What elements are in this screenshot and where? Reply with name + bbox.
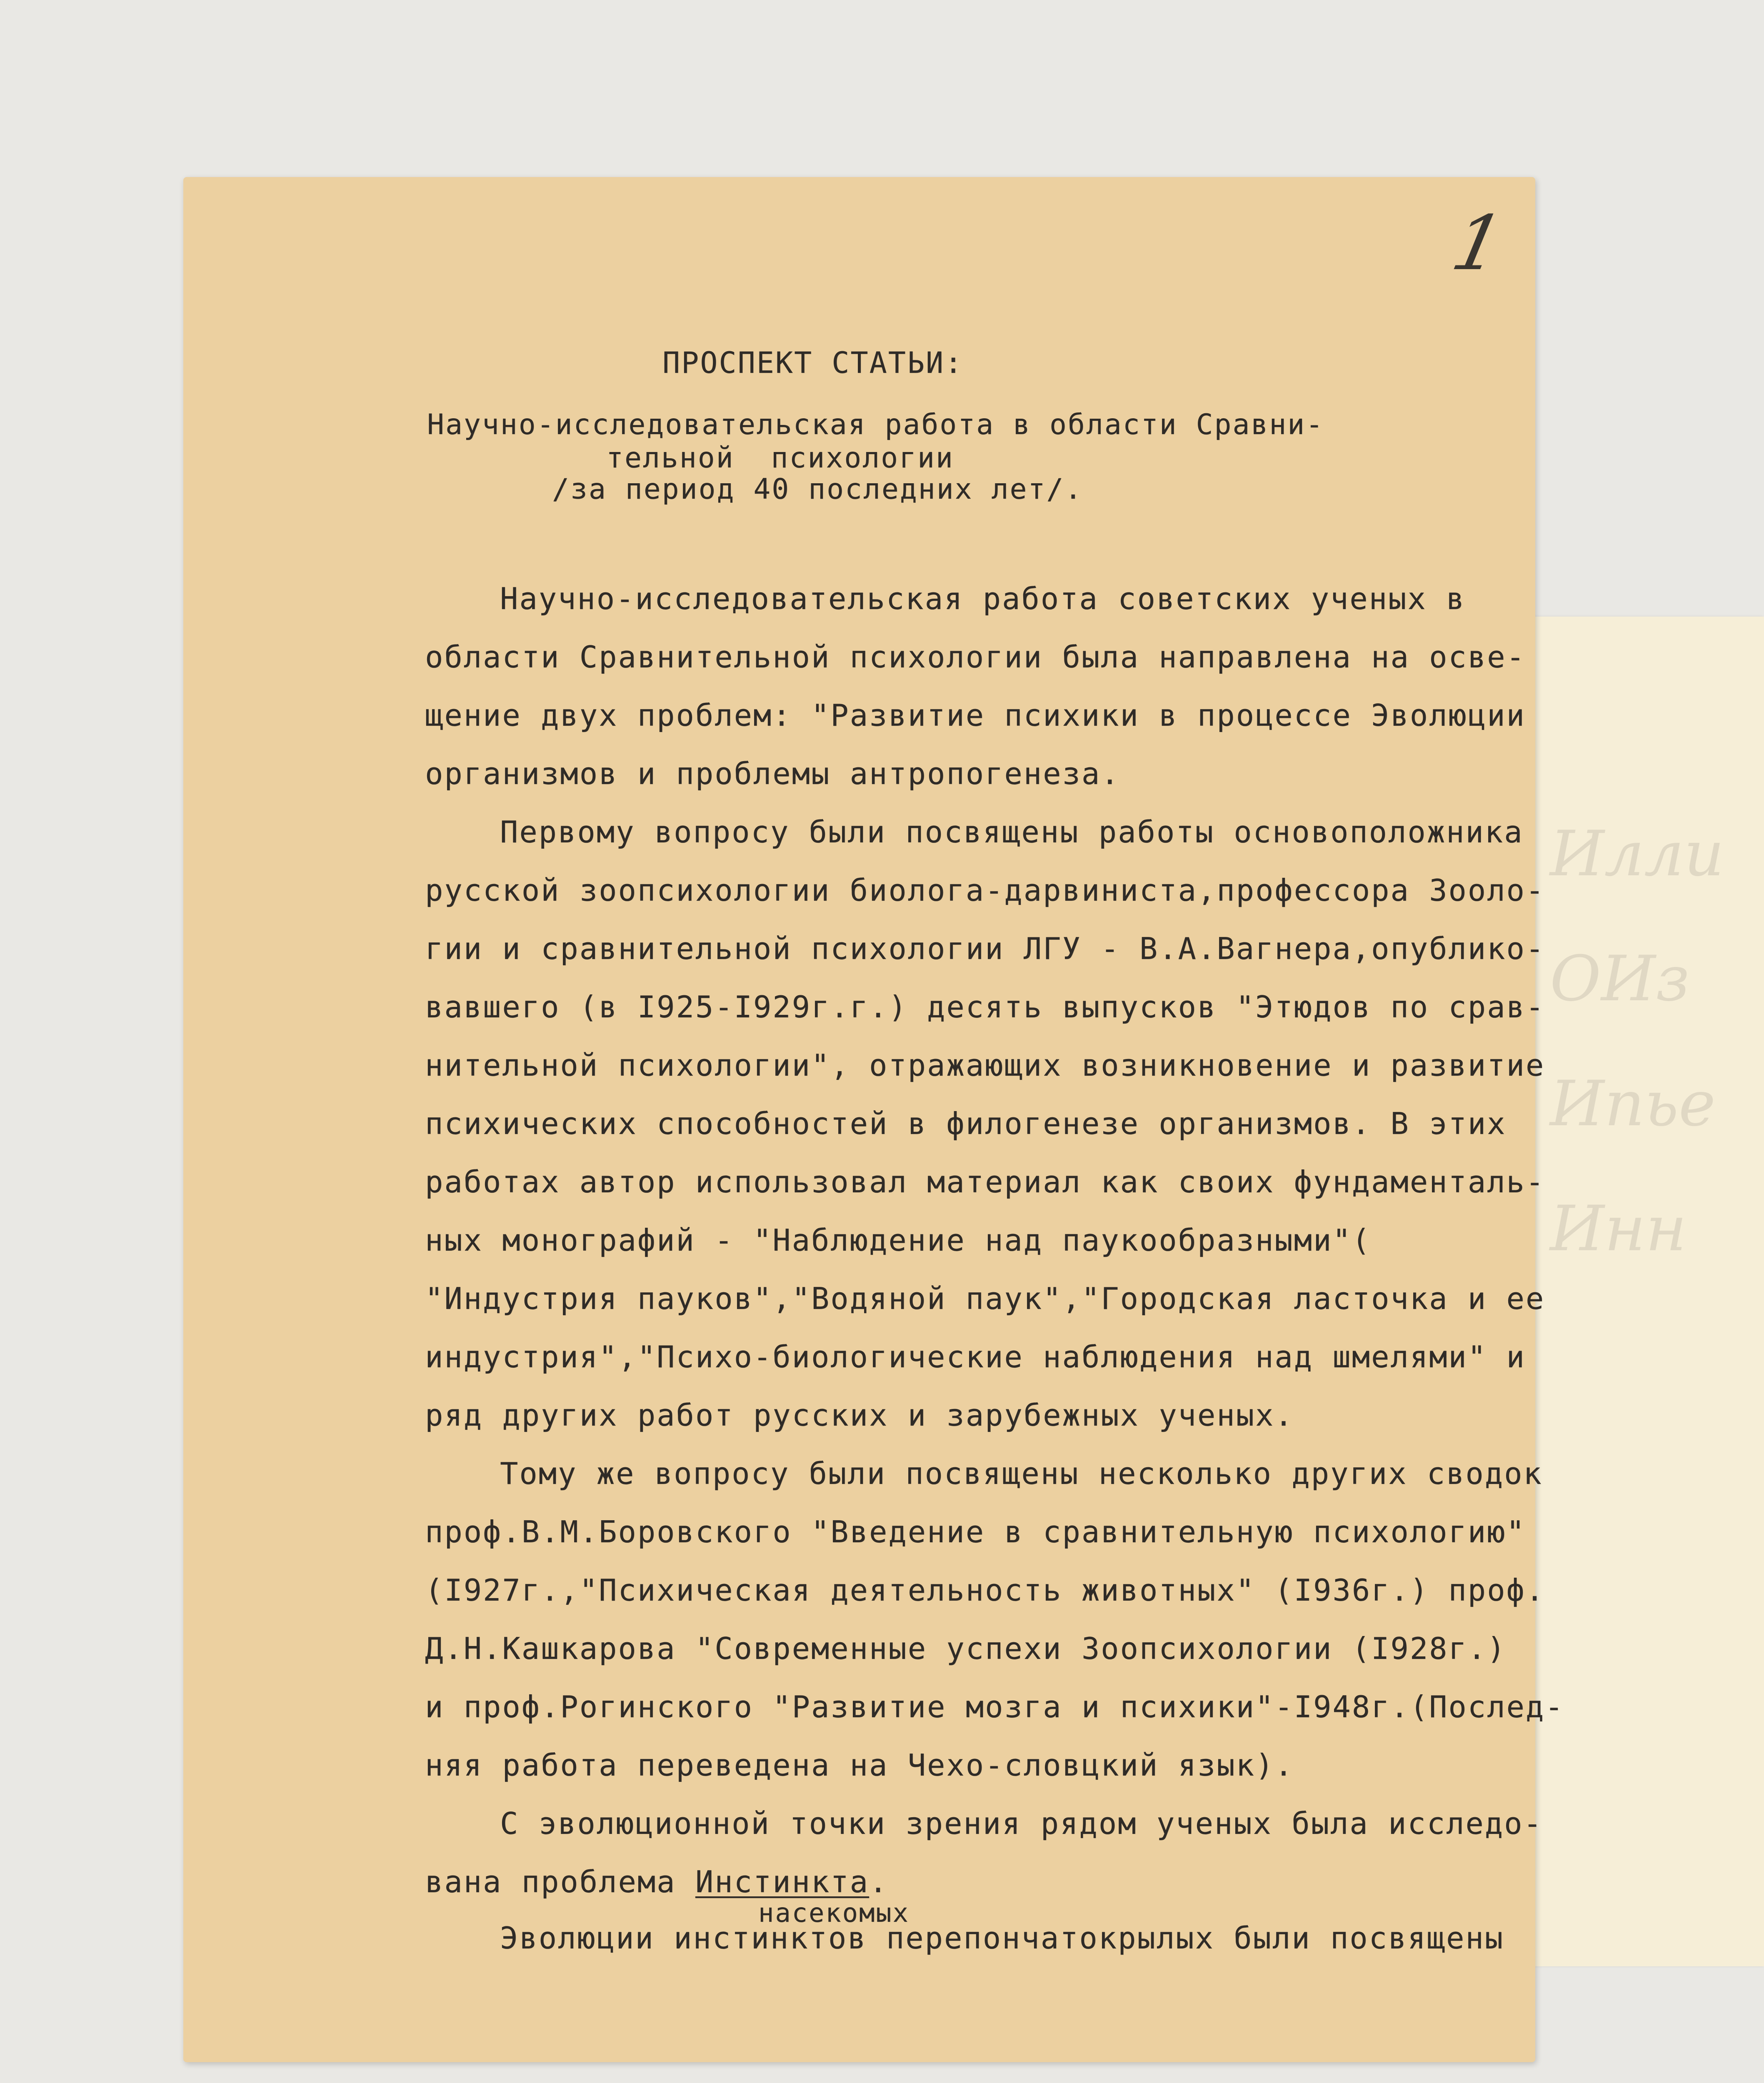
inserted-word: насекомых [758,1898,909,1928]
underlined-term: Инстинкта [695,1864,870,1899]
body-line-11: работах автор использовал материал как своих фундаменталь- [425,1164,1545,1199]
body-line-4: организмов и проблемы антропогенеза. [425,756,1120,791]
body-line-17: проф.В.М.Боровского "Введение в сравнительную психологию" [425,1514,1526,1549]
body-line-16: Тому же вопросу были посвящены несколько других сводок [500,1456,1543,1491]
body-line-19: Д.Н.Кашкарова "Современные успехи Зоопсихологии (I928г.) [425,1631,1507,1666]
body-line-15: ряд других работ русских и зарубежных ученых. [425,1398,1294,1433]
body-line-23-end: . [869,1864,889,1899]
body-line-6: русской зоопсихологии биолога-дарвиниста,профессора Зооло- [425,873,1545,908]
body-line-5: Первому вопросу были посвящены работы основоположника [500,814,1524,849]
body-line-8: вавшего (в I925-I929г.г.) десять выпусков "Этюдов по срав- [425,989,1545,1024]
subtitle-line-1: Научно-исследовательская работа в области Сравни- [427,408,1324,441]
body-line-12: ных монографий - "Наблюдение над паукообразными"( [425,1223,1372,1258]
body-line-20: и проф.Рогинского "Развитие мозга и психики"-I948г.(Послед- [425,1689,1564,1724]
body-line-7: гии и сравнительной психологии ЛГУ - В.А.Вагнера,опублико- [425,931,1545,966]
page-number: 1 [1444,200,1511,287]
body-line-13: "Индустрия пауков","Водяной паук","Городская ласточка и ее [425,1281,1545,1316]
body-line-21: няя работа переведена на Чехо-словцкий язык). [425,1748,1294,1783]
document-title: ПРОСПЕКТ СТАТЬИ: [662,346,964,380]
body-line-2: области Сравнительной психологии была направлена на осве- [425,639,1526,674]
body-line-23-text: вана проблема [425,1864,695,1899]
body-line-14: индустрия","Психо-биологические наблюдения над шмелями" и [425,1339,1526,1374]
body-line-1: Научно-исследовательская работа советских ученых в [500,581,1466,616]
subtitle-line-2: тельной психологии [606,442,954,475]
body-line-22: С эволюционной точки зрения рядом ученых была исследо- [500,1806,1543,1841]
body-line-9: нительной психологии", отражающих возникновение и развитие [425,1048,1545,1083]
body-line-23 [425,1864,888,1899]
body-line-10: психических способностей в филогенезе организмов. В этих [425,1106,1507,1141]
underlying-sheet-faint-text: Илли ОИз Ипье Инн [1550,818,1724,1265]
body-line-3: щение двух проблем: "Развитие психики в процессе Эволюции [425,698,1526,733]
body-line-18: (I927г.,"Психическая деятельность животных" (I936г.) проф. [425,1573,1545,1608]
body-line-24: Эволюции инстинктов перепончатокрылых были посвящены [500,1921,1504,1956]
subtitle-line-3: /за период 40 последних лет/. [552,473,1083,506]
